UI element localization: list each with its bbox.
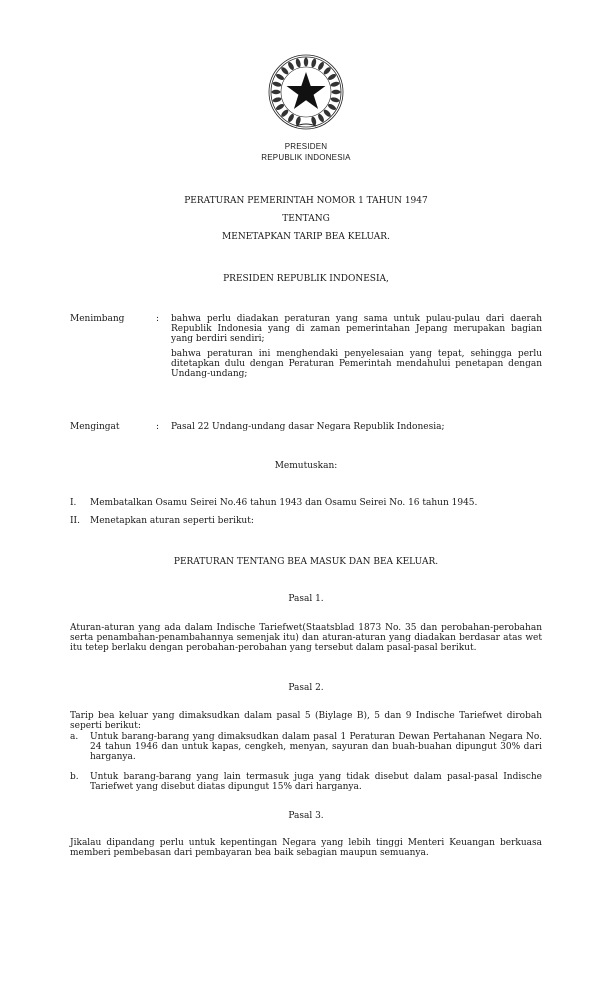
pasal-2-item-b-label: b. <box>70 772 79 782</box>
pasal-1-heading: Pasal 1. <box>288 594 324 604</box>
pasal-1-text: Aturan-aturan yang ada dalam Indische Tariefwet(Staatsblad 1873 No. 35 dan perobahan-perobahan serta penambahan-penambahannya semenjak itu) dan aturan-aturan yang diadakan berdasar atas wet itu tetep berlaku dengan perobahan-perobahan yang tersebut dalam pasal-pasal berikut. <box>70 623 542 653</box>
pasal-2-intro: Tarip bea keluar yang dimaksudkan dalam pasal 5 (Biylage B), 5 dan 9 Indische Tariefwet dirobah seperti berikut: <box>70 711 542 731</box>
pasal-2-item-b-text: Untuk barang-barang yang lain termasuk juga yang tidak disebut dalam pasal-pasal Indische Tariefwet yang disebut diatas dipungut 15% dari harganya. <box>90 772 542 792</box>
mengingat-colon: : <box>156 422 160 432</box>
menimbang-colon: : <box>156 314 160 324</box>
title-line-1: PERATURAN PEMERINTAH NOMOR 1 TAHUN 1947 <box>184 196 428 206</box>
pasal-2-item-a-text: Untuk barang-barang yang dimaksudkan dalam pasal 1 Peraturan Dewan Pertahanan Negara No. 24 tahun 1946 dan untuk kapas, cengkeh, menyan, sayuran dan buah-buahan dipungut 30% dari harganya. <box>90 732 542 762</box>
pasal-2-heading: Pasal 2. <box>288 683 324 693</box>
title-line-2: TENTANG <box>282 214 330 224</box>
menimbang-label: Menimbang <box>70 314 125 324</box>
decision-number: II. <box>70 516 80 526</box>
header-line-1: PRESIDEN <box>284 142 328 151</box>
star-icon <box>287 72 326 109</box>
regulation-title: PERATURAN TENTANG BEA MASUK DAN BEA KELUAR. <box>173 557 439 567</box>
memutuskan-heading: Memutuskan: <box>274 461 338 471</box>
menimbang-para-1: bahwa perlu diadakan peraturan yang sama untuk pulau-pulau dari daerah Republik Indonesia yang di zaman pemerintahan Jepang merupakan bagian yang berdiri sendiri; <box>171 314 542 344</box>
mengingat-text: Pasal 22 Undang-undang dasar Negara Republik Indonesia; <box>171 422 445 432</box>
header-line-2: REPUBLIK INDONESIA <box>261 153 351 162</box>
decision-text: Menetapkan aturan seperti berikut: <box>90 516 254 526</box>
pasal-3-heading: Pasal 3. <box>288 811 324 821</box>
menimbang-para-2: bahwa peraturan ini menghendaki penyelesaian yang tepat, sehingga perlu ditetapkan dulu dengan Peraturan Pemerintah mendahului penetapan dengan Undang-undang; <box>171 349 542 379</box>
decision-text: Membatalkan Osamu Seirei No.46 tahun 1943 dan Osamu Seirei No. 16 tahun 1945. <box>90 498 478 508</box>
president-heading: PRESIDEN REPUBLIK INDONESIA, <box>223 274 389 284</box>
mengingat-label: Mengingat <box>70 422 120 432</box>
pasal-3-text: Jikalau dipandang perlu untuk kepentingan Negara yang lebih tinggi Menteri Keuangan berkuasa memberi pembebasan dari pembayaran bea baik sebagian maupun semuanya. <box>70 838 542 858</box>
pasal-2-item-a-label: a. <box>70 732 79 742</box>
state-emblem-icon <box>266 52 346 132</box>
decision-number: I. <box>70 498 77 508</box>
title-line-3: MENETAPKAN TARIP BEA KELUAR. <box>222 232 390 242</box>
